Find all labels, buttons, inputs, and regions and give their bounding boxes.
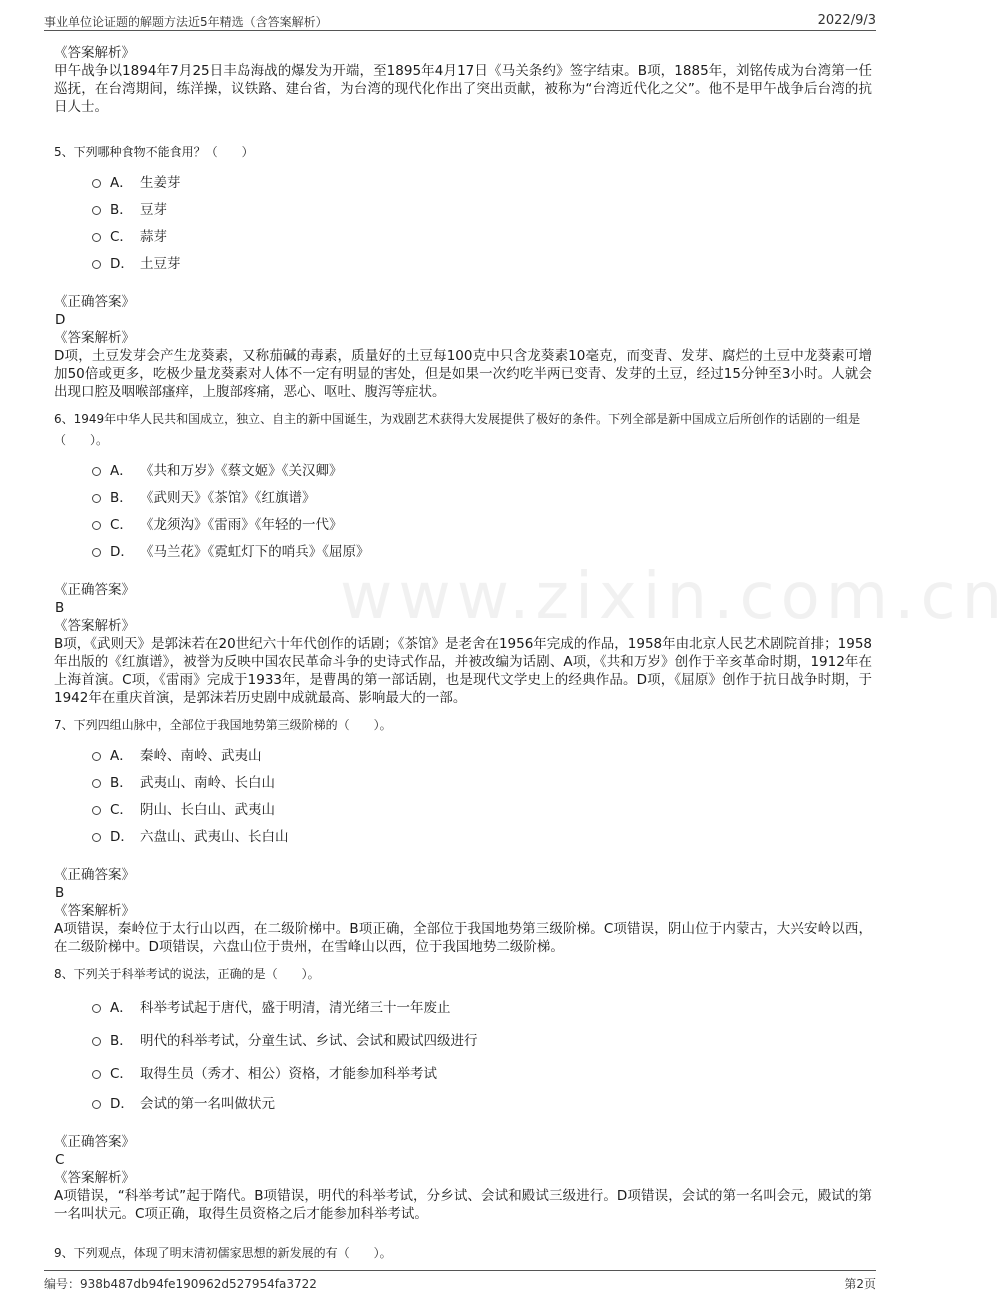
radio-icon[interactable] xyxy=(92,467,101,476)
explanation-label: 《答案解析》 xyxy=(54,45,135,61)
radio-icon[interactable] xyxy=(92,779,101,788)
radio-icon[interactable] xyxy=(92,521,101,530)
option-list xyxy=(92,740,872,848)
radio-icon[interactable] xyxy=(92,833,101,842)
page-content xyxy=(54,44,872,1264)
option-a[interactable]: A． 生姜芽 xyxy=(92,167,872,194)
option-list xyxy=(92,167,872,275)
correct-answer: B xyxy=(55,885,65,901)
explanation-text: A项错误，“科举考试”起于隋代。B项错误，明代的科举考试，分乡试、会试和殿试三级进行。D项错误，会试的第一名叫会元，殿试的第一名叫状元。C项正确，取得生员资格之后才能参加科举考试。 xyxy=(54,1188,872,1222)
option-d[interactable]: D． 六盘山、武夷山、长白山 xyxy=(92,821,872,848)
explanation-label: 《答案解析》 xyxy=(54,1170,135,1186)
option-b[interactable]: B． 明代的科举考试，分童生试、乡试、会试和殿试四级进行 xyxy=(92,1022,872,1055)
explanation-label: 《答案解析》 xyxy=(54,903,135,919)
explanation-text: A项错误，秦岭位于太行山以西，在二级阶梯中。B项正确，全部位于我国地势第三级阶梯。C项错误，阴山位于内蒙古，大兴安岭以西，在二级阶梯中。D项错误，六盘山位于贵州，在雪峰山以西，位于我国地势二级阶梯。 xyxy=(54,921,872,955)
page-header xyxy=(44,10,876,31)
page-footer xyxy=(44,1270,876,1293)
radio-icon[interactable] xyxy=(92,1100,101,1109)
correct-answer: D xyxy=(55,312,66,328)
question-stem: 9、下列观点，体现了明末清初儒家思想的新发展的有（ ）。 xyxy=(54,1246,392,1260)
radio-icon[interactable] xyxy=(92,548,101,557)
question-stem: 8、下列关于科举考试的说法，正确的是（ ）。 xyxy=(54,967,320,981)
option-b[interactable]: B． 武夷山、南岭、长白山 xyxy=(92,767,872,794)
option-c[interactable]: C． 取得生员（秀才、相公）资格，才能参加科举考试 xyxy=(92,1055,872,1088)
correct-answer: B xyxy=(55,600,65,616)
answer-label: 《正确答案》 xyxy=(54,1134,135,1150)
explanation-text: 甲午战争以1894年7月25日丰岛海战的爆发为开端，至1895年4月17日《马关条约》签字结束。B项，1885年，刘铭传成为台湾第一任巡抚，在台湾期间，练洋操，议铁路、建台省，为台湾的现代化作出了突出贡献，被称为“台湾近代化之父”。他不是甲午战争后台湾的抗日人士。 xyxy=(54,63,872,115)
option-a[interactable]: A． 科举考试起于唐代，盛于明清，清光绪三十一年废止 xyxy=(92,989,872,1022)
answer-label: 《正确答案》 xyxy=(54,294,135,310)
option-d[interactable]: D． 土豆芽 xyxy=(92,248,872,275)
option-a[interactable]: A． 秦岭、南岭、武夷山 xyxy=(92,740,872,767)
radio-icon[interactable] xyxy=(92,233,101,242)
option-d[interactable]: D． 会试的第一名叫做状元 xyxy=(92,1088,872,1115)
answer-label: 《正确答案》 xyxy=(54,582,135,598)
document-date: 2022/9/3 xyxy=(817,13,876,28)
explanation-label: 《答案解析》 xyxy=(54,618,135,634)
option-list xyxy=(92,455,872,563)
radio-icon[interactable] xyxy=(92,1037,101,1046)
option-c[interactable]: C． 蒜芽 xyxy=(92,221,872,248)
option-list xyxy=(92,989,872,1115)
radio-icon[interactable] xyxy=(92,494,101,503)
question-stem: 6、1949年中华人民共和国成立，独立、自主的新中国诞生，为戏剧艺术获得大发展提供了极好的条件。下列全部是新中国成立后所创作的话剧的一组是（ ）。 xyxy=(54,412,861,447)
option-d[interactable]: D． 《马兰花》《霓虹灯下的哨兵》《屈原》 xyxy=(92,536,872,563)
correct-answer: C xyxy=(55,1152,65,1168)
answer-label: 《正确答案》 xyxy=(54,867,135,883)
radio-icon[interactable] xyxy=(92,1004,101,1013)
watermark: www.zixin.com.cn xyxy=(340,560,1008,634)
radio-icon[interactable] xyxy=(92,206,101,215)
document-id: 编号：938b487db94fe190962d527954fa3722 xyxy=(44,1277,317,1291)
question-stem: 5、下列哪种食物不能食用？（ ） xyxy=(54,145,254,159)
explanation-text: B项，《武则天》是郭沫若在20世纪六十年代创作的话剧；《茶馆》是老舍在1956年完成的作品，1958年由北京人民艺术剧院首排；1958年出版的《红旗谱》，被誉为反映中国农民革命斗争的史诗式作品，并被改编为话剧、A项，《共和万岁》创作于辛亥革命时期，1912年在上海首演。C项，《雷雨》完成于1933年，是曹禺的第一部话剧，也是现代文学史上的经典作品。D项，《屈原》创作于抗日战争时期，于1942年在重庆首演，是郭沫若历史剧中成就最高、影响最大的一部。 xyxy=(54,636,873,706)
question-stem: 7、下列四组山脉中，全部位于我国地势第三级阶梯的（ ）。 xyxy=(54,718,392,732)
radio-icon[interactable] xyxy=(92,806,101,815)
option-a[interactable]: A． 《共和万岁》《蔡文姬》《关汉卿》 xyxy=(92,455,872,482)
radio-icon[interactable] xyxy=(92,1070,101,1079)
explanation-label: 《答案解析》 xyxy=(54,330,135,346)
option-c[interactable]: C． 《龙须沟》《雷雨》《年轻的一代》 xyxy=(92,509,872,536)
radio-icon[interactable] xyxy=(92,752,101,761)
radio-icon[interactable] xyxy=(92,260,101,269)
explanation-text: D项，土豆发芽会产生龙葵素，又称茄碱的毒素，质量好的土豆每100克中只含龙葵素10毫克，而变青、发芽、腐烂的土豆中龙葵素可增加50倍或更多，吃极少量龙葵素对人体不一定有明显的害处，但是如果一次约吃半两已变青、发芽的土豆，经过15分钟至3小时。人就会出现口腔及咽喉部瘙痒，上腹部疼痛，恶心、呕吐、腹泻等症状。 xyxy=(54,348,872,400)
document-title: 事业单位论证题的解题方法近5年精选（含答案解析） xyxy=(44,15,328,29)
option-b[interactable]: B． 豆芽 xyxy=(92,194,872,221)
option-c[interactable]: C． 阴山、长白山、武夷山 xyxy=(92,794,872,821)
option-b[interactable]: B． 《武则天》《茶馆》《红旗谱》 xyxy=(92,482,872,509)
radio-icon[interactable] xyxy=(92,179,101,188)
page-number: 第2页 xyxy=(844,1277,876,1291)
